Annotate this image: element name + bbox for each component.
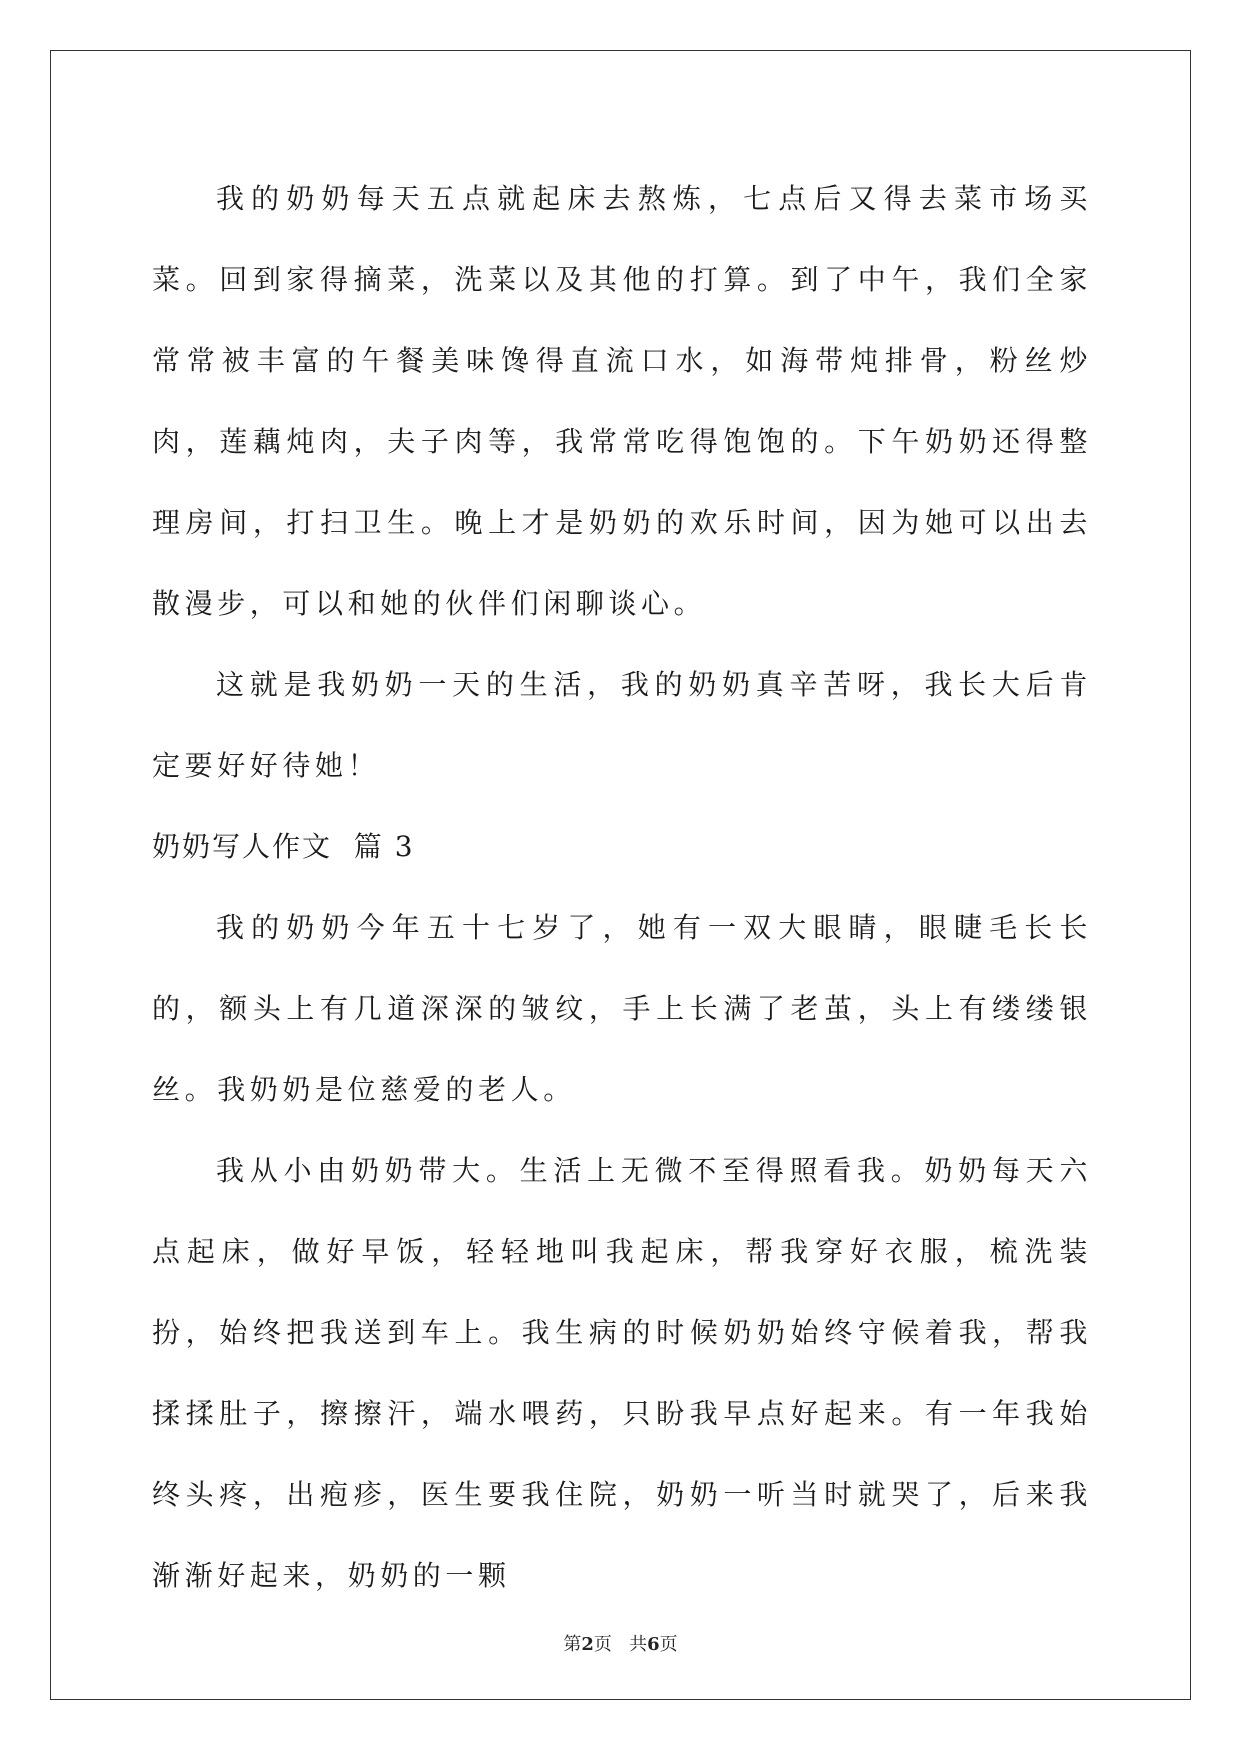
- paragraph-conclusion: 这就是我奶奶一天的生活，我的奶奶真辛苦呀，我长大后肯定要好好待她！: [152, 668, 1092, 782]
- paragraph-childhood: 我从小由奶奶带大。生活上无微不至得照看我。奶奶每天六点起床，做好早饭，轻轻地叫我起床，帮我穿好衣服，梳洗装扮，始终把我送到车上。我生病的时候奶奶始终守候着我，帮我揉揉肚子，擦擦汗，端水喂药，只盼我早点好起来。有一年我始终头疼，出疱疹，医生要我住院，奶奶一听当时就哭了，后来我渐渐好起来，奶奶的一颗: [152, 1154, 1092, 1592]
- paragraph-appearance: 我的奶奶今年五十七岁了，她有一双大眼睛，眼睫毛长长的，额头上有几道深深的皱纹，手上长满了老茧，头上有缕缕银丝。我奶奶是位慈爱的老人。: [152, 911, 1092, 1106]
- footer-prefix: 第: [563, 1634, 582, 1655]
- document-body: [152, 158, 1092, 1616]
- footer-suffix: 页: [659, 1634, 678, 1655]
- current-page-number: 2: [581, 1634, 594, 1655]
- section-heading: 奶奶写人作文 篇 3: [152, 830, 415, 863]
- total-page-number: 6: [647, 1634, 660, 1655]
- paragraph-daily-routine: 我的奶奶每天五点就起床去熬炼，七点后又得去菜市场买菜。回到家得摘菜，洗菜以及其他的打算。到了中午，我们全家常常被丰富的午餐美味馋得直流口水，如海带炖排骨，粉丝炒肉，莲藕炖肉，夫子肉等，我常常吃得饱饱的。下午奶奶还得整理房间，打扫卫生。晚上才是奶奶的欢乐时间，因为她可以出去散漫步，可以和她的伙伴们闲聊谈心。: [152, 182, 1092, 620]
- footer-mid: 页 共: [593, 1634, 648, 1655]
- page-footer: [0, 1630, 1241, 1656]
